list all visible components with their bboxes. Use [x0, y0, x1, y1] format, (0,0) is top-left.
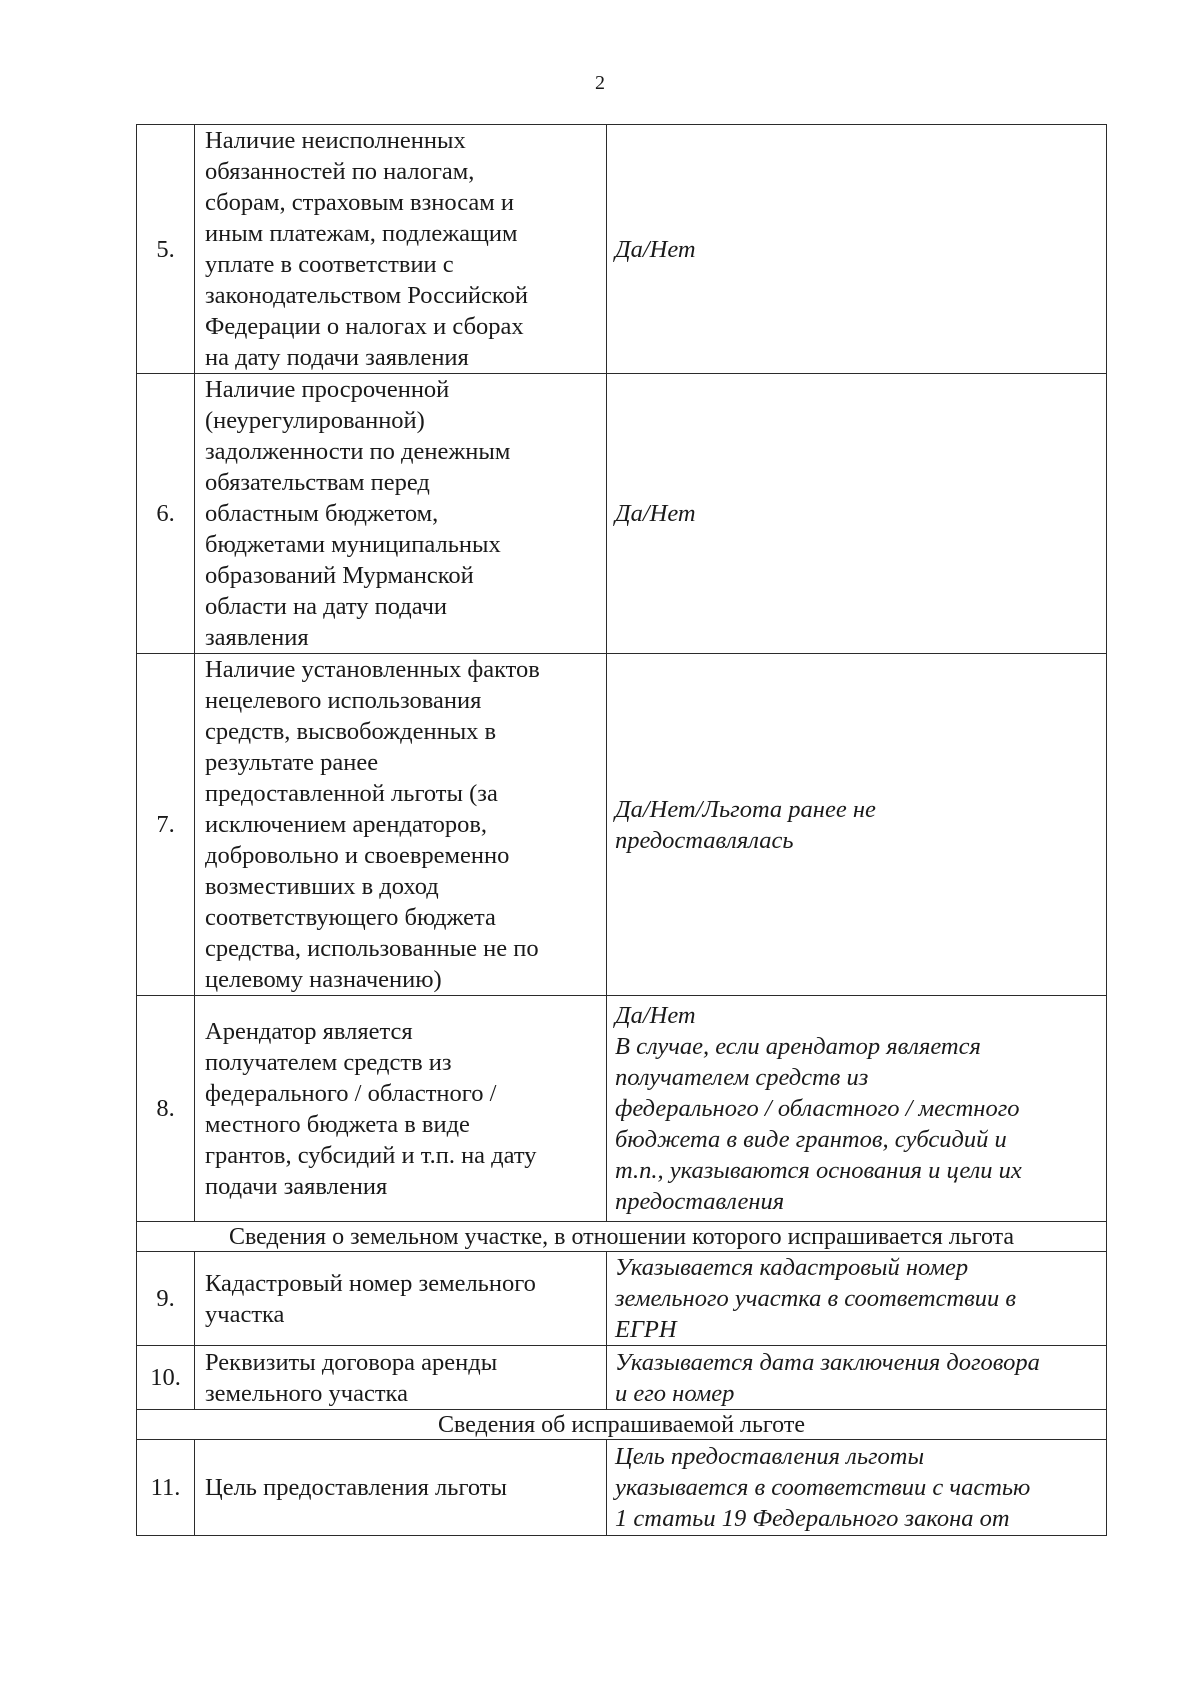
- row-number: 8.: [137, 996, 195, 1222]
- row-label: Наличие просроченной (неурегулированной) задолженности по денежным обязательствам перед областным бюджетом, бюджетами муниципальных образований Мурманской области на дату подачи заявления: [195, 374, 607, 654]
- row-number: 5.: [137, 125, 195, 374]
- section-header-row: [137, 1222, 1107, 1252]
- table-row: [137, 125, 1107, 374]
- row-label: Наличие установленных фактов нецелевого использования средств, высвобожденных в результате ранее предоставленной льготы (за исключением арендаторов, добровольно и своевременно возместивших в доход соответствующего бюджета средства, использованные не по целевому назначению): [195, 654, 607, 996]
- row-label: Наличие неисполненных обязанностей по налогам, сборам, страховым взносам и иным платежам, подлежащим уплате в соответствии с законодательством Российской Федерации о налогах и сборах на дату подачи заявления: [195, 125, 607, 374]
- row-value: Указывается дата заключения договора и его номер: [607, 1346, 1107, 1410]
- row-label: Арендатор является получателем средств из федерального / областного / местного бюджета в виде грантов, субсидий и т.п. на дату подачи заявления: [195, 996, 607, 1222]
- table-row: [137, 1440, 1107, 1536]
- row-number: 7.: [137, 654, 195, 996]
- page-number: 2: [595, 72, 605, 94]
- row-value: Цель предоставления льготы указывается в соответствии с частью 1 статьи 19 Федерального закона от: [607, 1440, 1107, 1536]
- row-number: 10.: [137, 1346, 195, 1410]
- row-number: 6.: [137, 374, 195, 654]
- section-header-land: Сведения о земельном участке, в отношении которого испрашивается льгота: [137, 1222, 1107, 1252]
- section-header-benefit: Сведения об испрашиваемой льготе: [137, 1410, 1107, 1440]
- row-value: Указывается кадастровый номер земельного участка в соответствии в ЕГРН: [607, 1252, 1107, 1346]
- application-form-table: [136, 124, 1107, 1536]
- table-row: [137, 654, 1107, 996]
- row-label: Реквизиты договора аренды земельного участка: [195, 1346, 607, 1410]
- table-row: [137, 1252, 1107, 1346]
- row-value: Да/Нет: [607, 374, 1107, 654]
- table-row: [137, 996, 1107, 1222]
- section-header-row: [137, 1410, 1107, 1440]
- row-number: 9.: [137, 1252, 195, 1346]
- row-label: Цель предоставления льготы: [195, 1440, 607, 1536]
- row-number: 11.: [137, 1440, 195, 1536]
- row-label: Кадастровый номер земельного участка: [195, 1252, 607, 1346]
- row-value: Да/Нет В случае, если арендатор является получателем средств из федерального / областного / местного бюджета в виде грантов, субсидий и т.п., указываются основания и цели их предоставления: [607, 996, 1107, 1222]
- table-row: [137, 1346, 1107, 1410]
- row-value: Да/Нет/Льгота ранее не предоставлялась: [607, 654, 1107, 996]
- table-row: [137, 374, 1107, 654]
- row-value: Да/Нет: [607, 125, 1107, 374]
